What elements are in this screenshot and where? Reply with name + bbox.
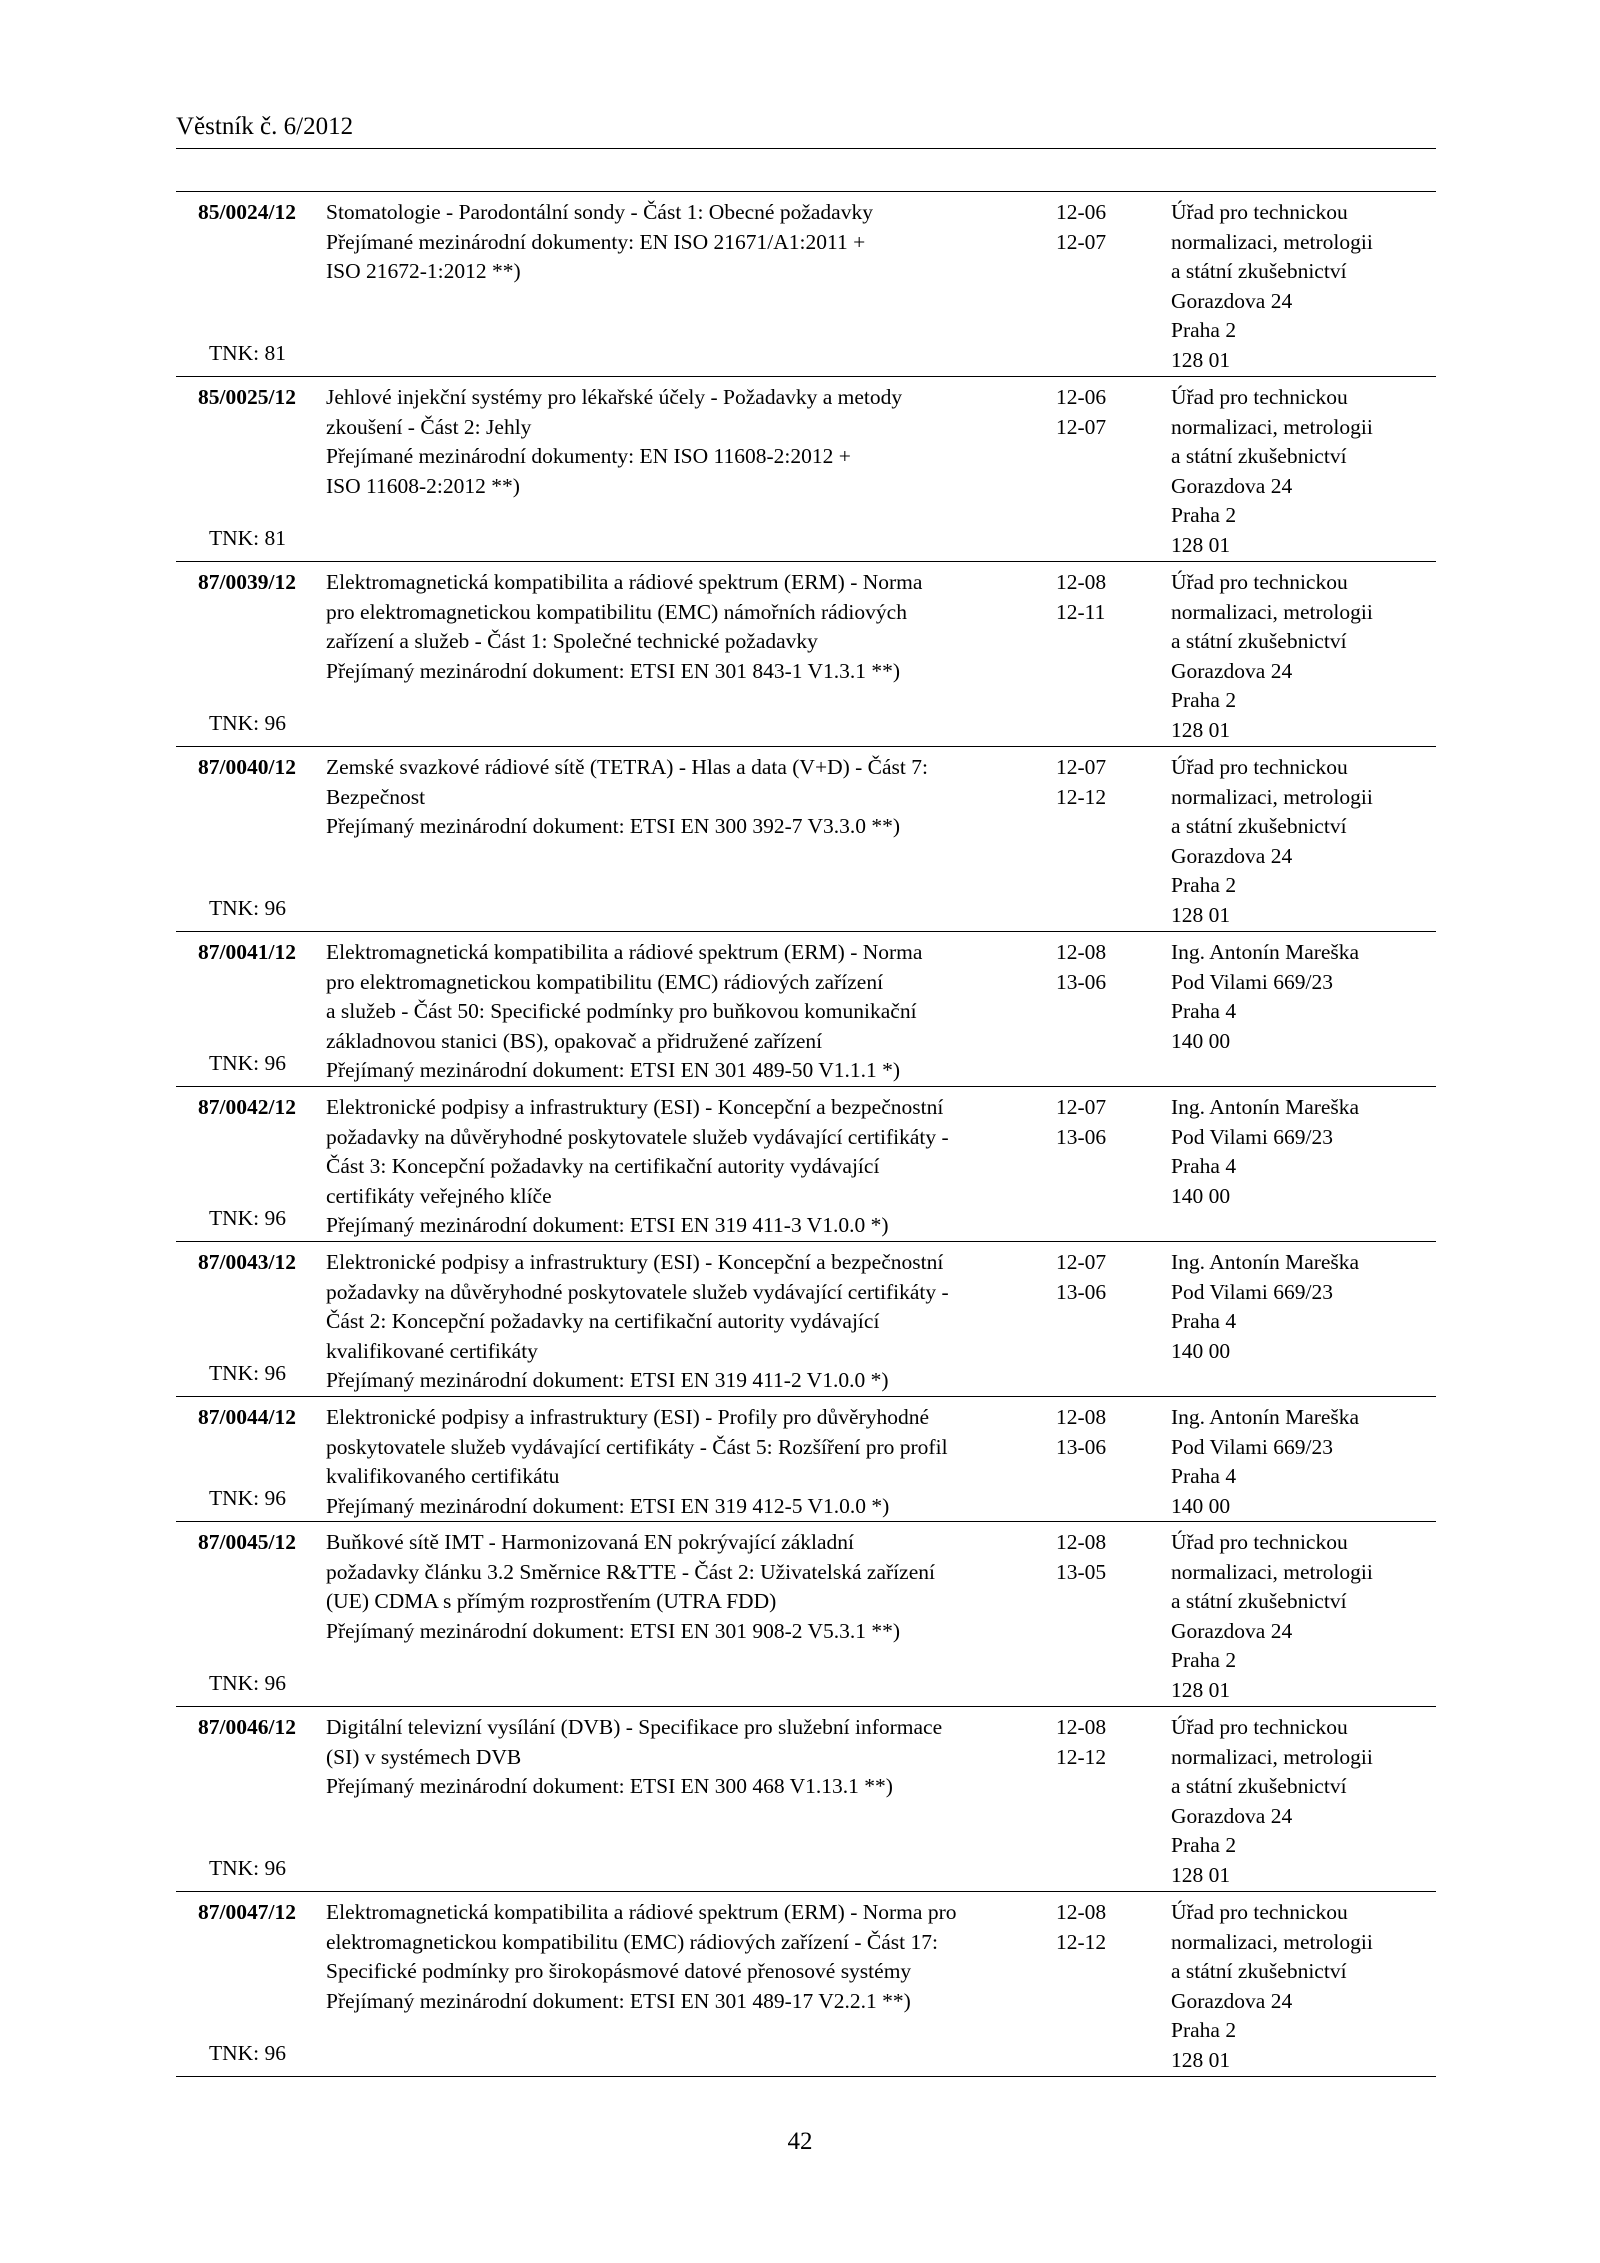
- title-line: pro elektromagnetickou kompatibilitu (EMC) námořních rádiových: [326, 599, 907, 624]
- dates-column: [1056, 568, 1166, 627]
- date-value: 13-06: [1056, 969, 1107, 994]
- date-value: 12-07: [1056, 755, 1107, 779]
- address-line: 128 01: [1171, 717, 1231, 742]
- dates-column: [1056, 938, 1166, 997]
- standard-number: 87/0046/12: [198, 1715, 296, 1739]
- title-line: Přejímané mezinárodní dokumenty: EN ISO 21671/A1:2011 +: [326, 229, 866, 254]
- address-line: 128 01: [1171, 347, 1231, 372]
- address-line: a státní zkušebnictví: [1171, 1589, 1347, 1613]
- address-line: a státní zkušebnictví: [1171, 1959, 1347, 1983]
- date-value: 13-05: [1056, 1559, 1107, 1584]
- dates-column: [1056, 1403, 1166, 1462]
- standard-number: 85/0025/12: [198, 385, 296, 409]
- title-line: Část 3: Koncepční požadavky na certifikační autority vydávající: [326, 1154, 880, 1178]
- date-value: 12-08: [1056, 570, 1107, 594]
- title-line: Přejímaný mezinárodní dokument: ETSI EN 319 412-5 V1.0.0 *): [326, 1493, 890, 1518]
- address-line: 140 00: [1171, 1183, 1231, 1208]
- address-line: normalizaci, metrologii: [1171, 229, 1373, 254]
- title-line: Jehlové injekční systémy pro lékařské účely - Požadavky a metody: [326, 385, 903, 409]
- standard-number: 87/0045/12: [198, 1530, 296, 1554]
- date-value: 12-12: [1056, 784, 1107, 809]
- date-value: 12-07: [1056, 414, 1107, 439]
- date-value: 12-07: [1056, 229, 1107, 254]
- tnk-number: TNK: 81: [208, 340, 286, 365]
- title-line: Digitální televizní vysílání (DVB) - Specifikace pro služební informace: [326, 1715, 943, 1739]
- journal-title: Věstník č. 6/2012: [176, 113, 354, 140]
- standard-number: 85/0024/12: [198, 200, 296, 224]
- tnk-number: TNK: 96: [208, 895, 286, 920]
- standard-number: 87/0041/12: [198, 940, 296, 964]
- address-line: Gorazdova 24: [1171, 658, 1293, 683]
- address-line: Praha 2: [1171, 1648, 1237, 1672]
- dates-column: [1056, 383, 1166, 442]
- address-line: normalizaci, metrologii: [1171, 1559, 1373, 1584]
- standard-number: 87/0043/12: [198, 1250, 296, 1274]
- address-line: 128 01: [1171, 902, 1231, 927]
- address-line: normalizaci, metrologii: [1171, 599, 1373, 624]
- table-row: [176, 1522, 1436, 1707]
- processor-address: [1171, 753, 1436, 930]
- title-line: zkoušení - Část 2: Jehly: [326, 414, 532, 439]
- table-row: [176, 747, 1436, 932]
- table-row: [176, 1087, 1436, 1242]
- page-header: [176, 112, 1436, 149]
- title-line: požadavky článku 3.2 Směrnice R&TTE - Část 2: Uživatelská zařízení: [326, 1559, 935, 1584]
- title-line: elektromagnetickou kompatibilitu (EMC) rádiových zařízení - Část 17:: [326, 1929, 938, 1954]
- address-line: Praha 2: [1171, 1833, 1237, 1857]
- table-row: [176, 1892, 1436, 2077]
- processor-address: [1171, 1403, 1436, 1521]
- tnk-number: TNK: 96: [208, 710, 286, 735]
- tnk-number: TNK: 96: [208, 1205, 286, 1230]
- dates-column: [1056, 753, 1166, 812]
- date-value: 12-06: [1056, 200, 1107, 224]
- address-line: Ing. Antonín Mareška: [1171, 1095, 1360, 1119]
- processor-address: [1171, 198, 1436, 375]
- title-line: Elektromagnetická kompatibilita a rádiové spektrum (ERM) - Norma pro: [326, 1900, 957, 1924]
- table-row: [176, 192, 1436, 377]
- standard-number: 87/0039/12: [198, 570, 296, 594]
- table-row: [176, 1707, 1436, 1892]
- address-line: 140 00: [1171, 1028, 1231, 1053]
- address-line: Gorazdova 24: [1171, 1803, 1293, 1828]
- address-line: Praha 4: [1171, 999, 1237, 1023]
- title-line: Přejímaný mezinárodní dokument: ETSI EN 319 411-2 V1.0.0 *): [326, 1368, 889, 1392]
- address-line: Pod Vilami 669/23: [1171, 969, 1333, 994]
- table-row: [176, 1397, 1436, 1522]
- address-line: Úřad pro technickou: [1171, 570, 1348, 594]
- processor-address: [1171, 1528, 1436, 1705]
- table-row: [176, 562, 1436, 747]
- date-value: 13-06: [1056, 1434, 1107, 1459]
- address-line: Pod Vilami 669/23: [1171, 1434, 1333, 1459]
- title-line: Elektronické podpisy a infrastruktury (ESI) - Koncepční a bezpečnostní: [326, 1250, 944, 1274]
- table-row: [176, 1242, 1436, 1397]
- address-line: normalizaci, metrologii: [1171, 1929, 1373, 1954]
- address-line: Gorazdova 24: [1171, 288, 1293, 313]
- tnk-number: TNK: 96: [208, 1855, 286, 1880]
- standard-number: 87/0044/12: [198, 1405, 296, 1429]
- processor-address: [1171, 568, 1436, 745]
- address-line: a státní zkušebnictví: [1171, 444, 1347, 468]
- address-line: Ing. Antonín Mareška: [1171, 1250, 1360, 1274]
- date-value: 13-06: [1056, 1124, 1107, 1149]
- standards-table: [176, 191, 1436, 2077]
- title-line: ISO 11608-2:2012 **): [326, 473, 520, 498]
- title-line: Přejímaný mezinárodní dokument: ETSI EN 301 843-1 V1.3.1 **): [326, 658, 901, 683]
- address-line: Úřad pro technickou: [1171, 385, 1348, 409]
- address-line: Gorazdova 24: [1171, 1618, 1293, 1643]
- standard-number: 87/0047/12: [198, 1900, 296, 1924]
- date-value: 13-06: [1056, 1279, 1107, 1304]
- address-line: a státní zkušebnictví: [1171, 1774, 1347, 1798]
- dates-column: [1056, 198, 1166, 257]
- page-number: 42: [787, 2128, 813, 2155]
- address-line: Pod Vilami 669/23: [1171, 1279, 1333, 1304]
- processor-address: [1171, 383, 1436, 560]
- title-line: Stomatologie - Parodontální sondy - Část 1: Obecné požadavky: [326, 200, 873, 224]
- date-value: 12-12: [1056, 1929, 1107, 1954]
- address-line: Gorazdova 24: [1171, 1988, 1293, 2013]
- processor-address: [1171, 1093, 1436, 1211]
- address-line: Praha 4: [1171, 1464, 1237, 1488]
- title-line: základnovou stanici (BS), opakovač a přidružené zařízení: [326, 1028, 823, 1053]
- title-line: kvalifikovaného certifikátu: [326, 1464, 560, 1488]
- address-line: Praha 2: [1171, 318, 1237, 342]
- address-line: normalizaci, metrologii: [1171, 414, 1373, 439]
- standard-number: 87/0042/12: [198, 1095, 296, 1119]
- tnk-number: TNK: 81: [208, 525, 286, 550]
- date-value: 12-08: [1056, 1530, 1107, 1554]
- address-line: 128 01: [1171, 1862, 1231, 1887]
- address-line: Úřad pro technickou: [1171, 755, 1348, 779]
- title-line: Zemské svazkové rádiové sítě (TETRA) - Hlas a data (V+D) - Část 7:: [326, 755, 928, 779]
- title-line: Elektronické podpisy a infrastruktury (ESI) - Profily pro důvěryhodné: [326, 1405, 930, 1429]
- title-line: Bezpečnost: [326, 784, 426, 809]
- dates-column: [1056, 1713, 1166, 1772]
- standard-number: 87/0040/12: [198, 755, 296, 779]
- title-line: (SI) v systémech DVB: [326, 1744, 522, 1769]
- address-line: Úřad pro technickou: [1171, 1900, 1348, 1924]
- tnk-number: TNK: 96: [208, 1360, 286, 1385]
- title-line: zařízení a služeb - Část 1: Společné technické požadavky: [326, 629, 818, 653]
- address-line: a státní zkušebnictví: [1171, 259, 1347, 283]
- title-line: Elektronické podpisy a infrastruktury (ESI) - Koncepční a bezpečnostní: [326, 1095, 944, 1119]
- address-line: Praha 2: [1171, 503, 1237, 527]
- address-line: Úřad pro technickou: [1171, 1530, 1348, 1554]
- title-line: požadavky na důvěryhodné poskytovatele služeb vydávající certifikáty -: [326, 1124, 949, 1149]
- address-line: a státní zkušebnictví: [1171, 629, 1347, 653]
- tnk-number: TNK: 96: [208, 1670, 286, 1695]
- dates-column: [1056, 1248, 1166, 1307]
- title-line: Přejímaný mezinárodní dokument: ETSI EN 319 411-3 V1.0.0 *): [326, 1213, 889, 1237]
- address-line: Ing. Antonín Mareška: [1171, 1405, 1360, 1429]
- address-line: 140 00: [1171, 1493, 1231, 1518]
- address-line: Úřad pro technickou: [1171, 200, 1348, 224]
- address-line: Praha 2: [1171, 688, 1237, 712]
- address-line: 140 00: [1171, 1338, 1231, 1363]
- address-line: Praha 2: [1171, 2018, 1237, 2042]
- date-value: 12-08: [1056, 940, 1107, 964]
- title-line: a služeb - Část 50: Specifické podmínky pro buňkovou komunikační: [326, 999, 917, 1023]
- title-line: poskytovatele služeb vydávající certifikáty - Část 5: Rozšíření pro profil: [326, 1434, 948, 1459]
- date-value: 12-08: [1056, 1715, 1107, 1739]
- address-line: normalizaci, metrologii: [1171, 784, 1373, 809]
- title-line: Specifické podmínky pro širokopásmové datové přenosové systémy: [326, 1959, 912, 1983]
- dates-column: [1056, 1093, 1166, 1152]
- title-line: Přejímaný mezinárodní dokument: ETSI EN 301 908-2 V5.3.1 **): [326, 1618, 901, 1643]
- processor-address: [1171, 1248, 1436, 1366]
- address-line: 128 01: [1171, 2047, 1231, 2072]
- table-row: [176, 377, 1436, 562]
- address-line: a státní zkušebnictví: [1171, 814, 1347, 838]
- processor-address: [1171, 938, 1436, 1056]
- dates-column: [1056, 1898, 1166, 1957]
- title-line: Přejímaný mezinárodní dokument: ETSI EN 301 489-17 V2.2.1 **): [326, 1988, 911, 2013]
- title-line: Přejímané mezinárodní dokumenty: EN ISO 11608-2:2012 +: [326, 444, 851, 468]
- address-line: 128 01: [1171, 1677, 1231, 1702]
- date-value: 12-07: [1056, 1250, 1107, 1274]
- date-value: 12-11: [1056, 599, 1106, 624]
- table-row: [176, 932, 1436, 1087]
- title-line: ISO 21672-1:2012 **): [326, 259, 521, 283]
- date-value: 12-08: [1056, 1900, 1107, 1924]
- title-line: Přejímaný mezinárodní dokument: ETSI EN 300 468 V1.13.1 **): [326, 1774, 893, 1798]
- title-line: Elektromagnetická kompatibilita a rádiové spektrum (ERM) - Norma: [326, 940, 923, 964]
- date-value: 12-06: [1056, 385, 1107, 409]
- tnk-number: TNK: 96: [208, 2040, 286, 2065]
- address-line: Úřad pro technickou: [1171, 1715, 1348, 1739]
- processor-address: [1171, 1713, 1436, 1890]
- tnk-number: TNK: 96: [208, 1050, 286, 1075]
- date-value: 12-07: [1056, 1095, 1107, 1119]
- title-line: Přejímaný mezinárodní dokument: ETSI EN 301 489-50 V1.1.1 *): [326, 1058, 901, 1082]
- title-line: požadavky na důvěryhodné poskytovatele služeb vydávající certifikáty -: [326, 1279, 949, 1304]
- address-line: Praha 4: [1171, 1309, 1237, 1333]
- title-line: Část 2: Koncepční požadavky na certifikační autority vydávající: [326, 1309, 880, 1333]
- title-line: (UE) CDMA s přímým rozprostřením (UTRA FDD): [326, 1589, 777, 1613]
- address-line: Praha 4: [1171, 1154, 1237, 1178]
- title-line: Buňkové sítě IMT - Harmonizovaná EN pokrývající základní: [326, 1530, 854, 1554]
- address-line: Praha 2: [1171, 873, 1237, 897]
- tnk-number: TNK: 96: [208, 1485, 286, 1510]
- title-line: certifikáty veřejného klíče: [326, 1183, 552, 1208]
- address-line: Gorazdova 24: [1171, 843, 1293, 868]
- address-line: Ing. Antonín Mareška: [1171, 940, 1360, 964]
- address-line: Gorazdova 24: [1171, 473, 1293, 498]
- title-line: Přejímaný mezinárodní dokument: ETSI EN 300 392-7 V3.3.0 **): [326, 814, 901, 838]
- date-value: 12-08: [1056, 1405, 1107, 1429]
- address-line: 128 01: [1171, 532, 1231, 557]
- address-line: normalizaci, metrologii: [1171, 1744, 1373, 1769]
- processor-address: [1171, 1898, 1436, 2075]
- address-line: Pod Vilami 669/23: [1171, 1124, 1333, 1149]
- title-line: pro elektromagnetickou kompatibilitu (EMC) rádiových zařízení: [326, 969, 884, 994]
- dates-column: [1056, 1528, 1166, 1587]
- title-line: Elektromagnetická kompatibilita a rádiové spektrum (ERM) - Norma: [326, 570, 923, 594]
- date-value: 12-12: [1056, 1744, 1107, 1769]
- title-line: kvalifikované certifikáty: [326, 1338, 538, 1363]
